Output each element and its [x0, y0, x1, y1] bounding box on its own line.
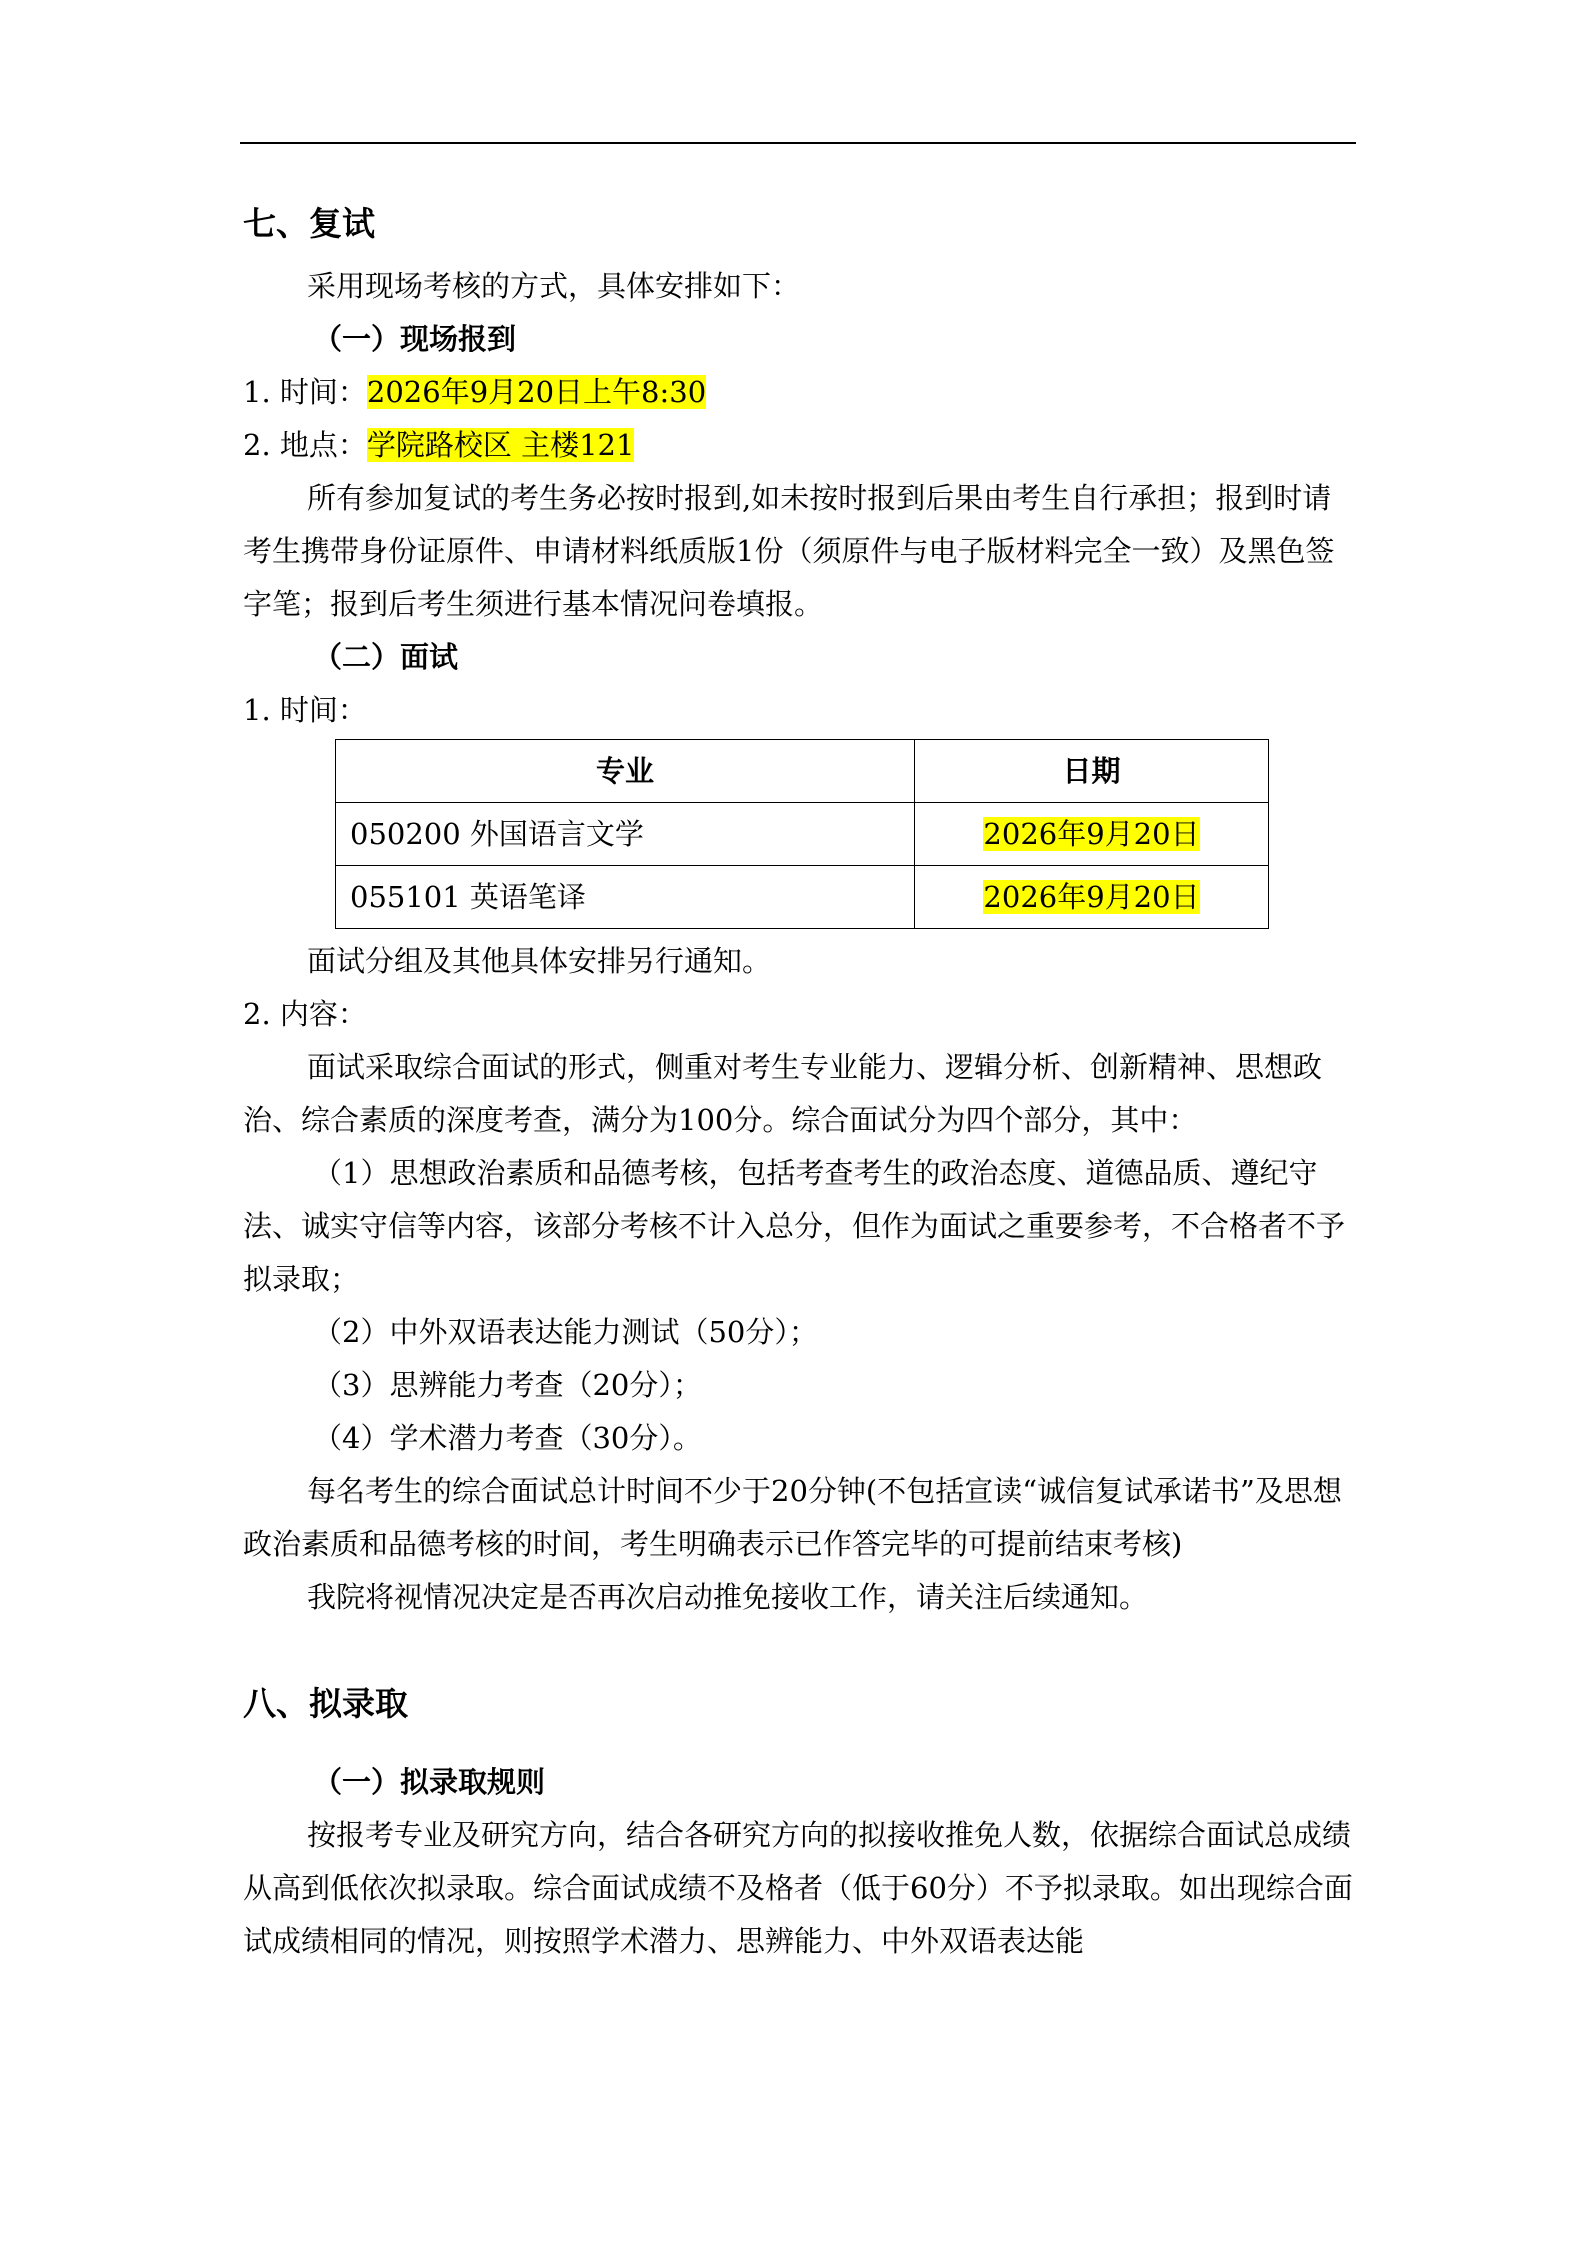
checkin-time-value: 2026年9月20日上午8:30 — [366, 375, 707, 409]
checkin-place-line — [243, 419, 1353, 472]
interview-content-paragraph: 面试采取综合面试的形式，侧重对考生专业能力、逻辑分析、创新精神、思想政治、综合素质的深度考查，满分为100分。综合面试分为四个部分，其中： — [243, 1050, 1323, 1137]
interview-duration: 每名考生的综合面试总计时间不少于20分钟(不包括宣读“诚信复试承诺书”及思想政治素质和品德考核的时间，考生明确表示已作答完毕的可提前结束考核) — [243, 1474, 1342, 1561]
admission-rules-heading: （一）拟录取规则 — [313, 1765, 546, 1799]
admission-rules-text: 按报考专业及研究方向，结合各研究方向的拟接收推免人数，依据综合面试总成绩从高到低依次拟录取。综合面试成绩不及格者（低于60分）不予拟录取。如出现综合面试成绩相同的情况，则按照学术潜力、思辨能力、中外双语表达能 — [243, 1818, 1353, 1958]
table-header-major: 专业 — [336, 740, 915, 803]
checkin-time-label: 1. 时间： — [243, 375, 367, 409]
table-cell-date-value: 2026年9月20日 — [983, 816, 1200, 851]
interview-heading: （二）面试 — [313, 640, 459, 674]
onsite-checkin-heading: （一）现场报到 — [313, 322, 517, 356]
checkin-note: 所有参加复试的考生务必按时报到,如未按时报到后果由考生自行承担；报到时请考生携带身份证原件、申请材料纸质版1份（须原件与电子版材料完全一致）及黑色签字笔；报到后考生须进行基本情况问卷填报。 — [243, 481, 1335, 621]
interview-notice: 我院将视情况决定是否再次启动推免接收工作，请关注后续通知。 — [307, 1580, 1149, 1614]
interview-content-label: 2. 内容： — [243, 997, 367, 1031]
table-header-row — [336, 740, 1269, 803]
table-cell-date — [915, 803, 1269, 866]
section-7-title: 七、复试 — [243, 204, 375, 243]
interview-time-label: 1. 时间： — [243, 693, 367, 727]
table-cell-major: 050200 外国语言文学 — [336, 803, 915, 866]
interview-item-4: （4）学术潜力考查（30分）。 — [313, 1421, 702, 1455]
interview-schedule-table — [335, 739, 1269, 929]
table-header-date: 日期 — [915, 740, 1269, 803]
table-note: 面试分组及其他具体安排另行通知。 — [307, 944, 772, 978]
checkin-time-line — [243, 366, 1353, 419]
table-cell-major: 055101 英语笔译 — [336, 866, 915, 929]
header-rule — [240, 142, 1356, 144]
interview-item-2: （2）中外双语表达能力测试（50分）； — [313, 1315, 818, 1349]
table-row — [336, 803, 1269, 866]
interview-item-1: （1）思想政治素质和品德考核，包括考查考生的政治态度、道德品质、遵纪守法、诚实守信等内容，该部分考核不计入总分，但作为面试之重要参考，不合格者不予拟录取； — [243, 1156, 1346, 1296]
section-7-intro: 采用现场考核的方式，具体安排如下： — [307, 269, 801, 303]
table-cell-date — [915, 866, 1269, 929]
document-body — [243, 196, 1353, 1968]
checkin-place-value: 学院路校区 主楼121 — [366, 428, 635, 462]
interview-item-3: （3）思辨能力考查（20分）； — [313, 1368, 702, 1402]
table-cell-date-value: 2026年9月20日 — [983, 879, 1200, 914]
table-row — [336, 866, 1269, 929]
checkin-place-label: 2. 地点： — [243, 428, 367, 462]
section-8-title: 八、拟录取 — [243, 1684, 408, 1723]
